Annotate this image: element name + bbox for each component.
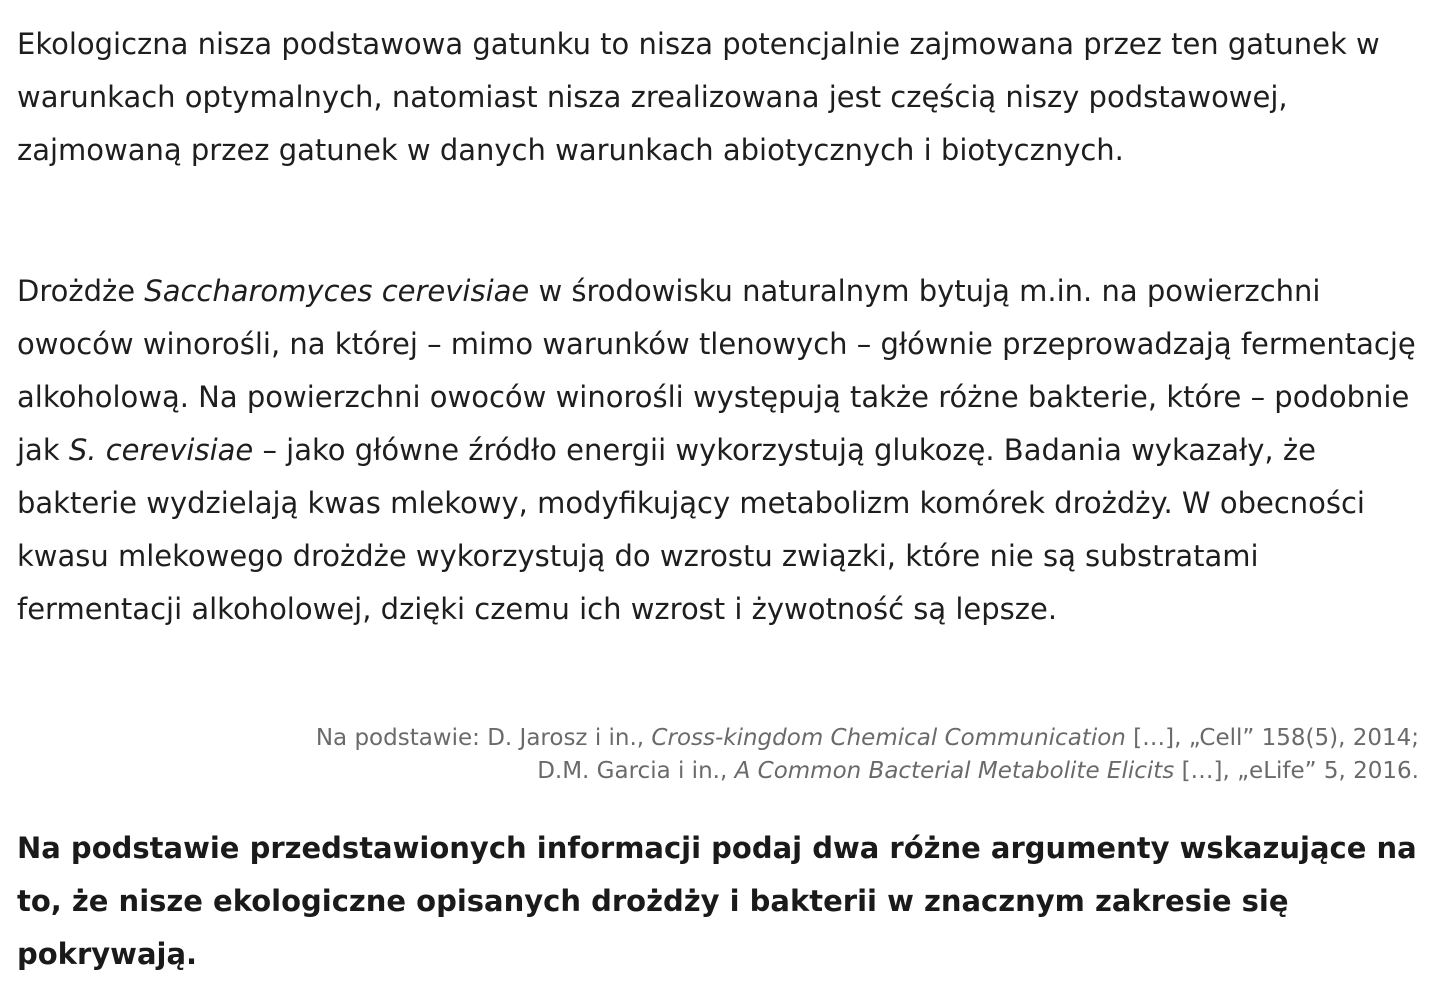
citation-author: D.M. Garcia i in., bbox=[537, 758, 735, 784]
citation-title: Cross-kingdom Chemical Communication bbox=[651, 725, 1126, 751]
citation-line-2 bbox=[17, 755, 1419, 788]
citation-journal: […], „Cell” 158(5), 2014; bbox=[1125, 725, 1419, 751]
citation-line-1 bbox=[17, 722, 1419, 755]
paragraph-text-segment: – jako główne źródło energii wykorzystują glukozę. Badania wykazały, że bakterie wydzielają kwas mlekowy, modyfikujący metabolizm komórek drożdży. W obecności kwasu mlekowego drożdże wykorzystują do wzrostu związki, które nie są substratami fermentacji alkoholowej, dzięki czemu ich wzrost i żywotność są lepsze. bbox=[17, 433, 1365, 626]
definition-paragraph: Ekologiczna nisza podstawowa gatunku to nisza potencjalnie zajmowana przez ten gatunek w warunkach optymalnych, natomiast nisza zrealizowana jest częścią niszy podstawowej, zajmowaną przez gatunek w danych warunkach abiotycznych i biotycznych. bbox=[17, 27, 1380, 167]
paragraph-text-segment: Drożdże bbox=[17, 274, 145, 308]
citation-journal: […], „eLife” 5, 2016. bbox=[1174, 758, 1419, 784]
yeast-description-paragraph bbox=[17, 265, 1427, 636]
paragraph-text-segment: w środowisku naturalnym bytują m.in. na powierzchni owoców winorośli, na której – mimo warunków tlenowych – głównie przeprowadzają fermentację alkoholową. Na powierzchni owoców winorośli występują także różne bakterie, które – podobnie jak bbox=[17, 274, 1416, 467]
citation-title: A Common Bacterial Metabolite Elicits bbox=[734, 758, 1175, 784]
species-short-name-italic: S. cerevisiae bbox=[68, 433, 254, 467]
source-citation bbox=[17, 722, 1419, 788]
species-name-italic: Saccharomyces cerevisiae bbox=[144, 274, 530, 308]
citation-author: Na podstawie: D. Jarosz i in., bbox=[315, 725, 652, 751]
task-question: Na podstawie przedstawionych informacji podaj dwa różne argumenty wskazujące na to, że nisze ekologiczne opisanych drożdży i bakterii w znacznym zakresie się pokrywają. bbox=[17, 831, 1417, 971]
